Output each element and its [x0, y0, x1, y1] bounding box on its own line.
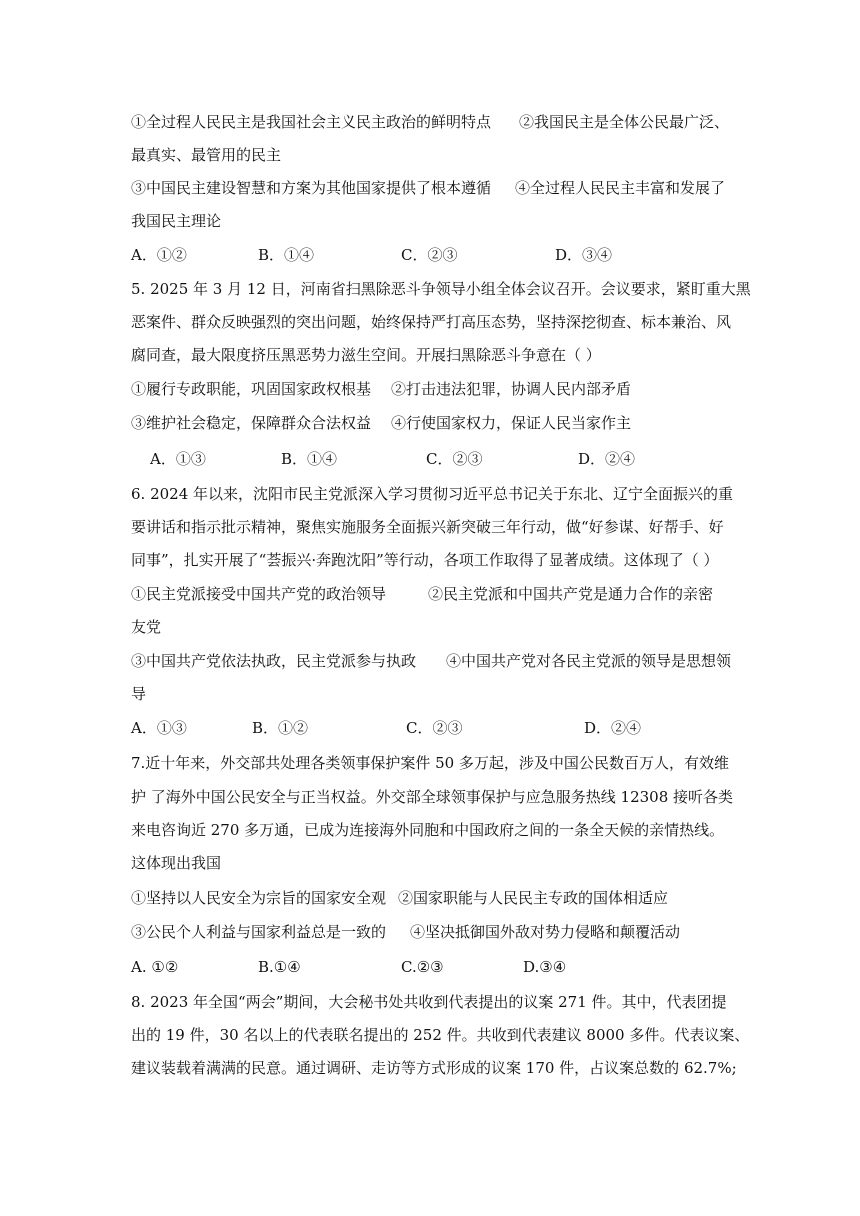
q5-option-4: ④行使国家权力，保证人民当家作主: [391, 414, 632, 432]
q7-choice-a: A. ①②: [131, 958, 179, 976]
q6-stem-line-1: 6. 2024 年以来，沈阳市民主党派深入学习贯彻习近平总书记关于东北、辽宁全面振兴的重: [131, 485, 734, 503]
q6-choice-b: B．①②: [252, 719, 309, 737]
q7-option-2: ②国家职能与人民民主专政的国体相适应: [398, 889, 669, 907]
q5-stem-line-3: 腐同查，最大限度挤压黑恶势力滋生空间。开展扫黑除恶斗争意在（ ）: [131, 346, 601, 364]
q7-choice-d: D.③④: [523, 958, 567, 976]
q4-choice-a: A．①②: [131, 246, 187, 264]
q7-stem-line-1: 7.近十年来，外交部共处理各类领事保护案件 50 多万起，涉及中国公民数百万人，有效维: [131, 754, 729, 772]
q7-stem-line-4: 这体现出我国: [131, 854, 222, 872]
q6-choice-a: A．①③: [131, 719, 187, 737]
q4-choice-c: C．②③: [401, 246, 458, 264]
q7-option-1: ①坚持以人民安全为宗旨的国家安全观: [131, 889, 387, 907]
q8-stem-line-2: 出的 19 件，30 名以上的代表联名提出的 252 件。共收到代表建议 8000 多件。代表议案、: [131, 1026, 750, 1044]
q5-choice-b: B．①④: [281, 450, 338, 468]
q6-option-1: ①民主党派接受中国共产党的政治领导: [131, 585, 387, 603]
q7-option-4: ④坚决抵御国外敌对势力侵略和颠覆活动: [410, 923, 681, 941]
q4-option-4: ④全过程人民民主丰富和发展了: [515, 179, 726, 197]
q4-option-2: ②我国民主是全体公民最广泛、: [519, 113, 730, 131]
q7-choice-b: B.①④: [258, 958, 301, 976]
q6-stem-line-2: 要讲话和指示批示精神，聚焦实施服务全面振兴新突破三年行动，做“好参谋、好帮手、好: [131, 518, 724, 536]
q5-option-3: ③维护社会稳定，保障群众合法权益: [131, 414, 372, 432]
q6-choices: [131, 718, 740, 738]
q6-stem-line-3: 同事”，扎实开展了“荟振兴·奔跑沈阳”等行动，各项工作取得了显著成绩。这体现了（ ）: [131, 551, 719, 569]
q5-choice-a: A．①③: [150, 450, 206, 468]
q4-option-4-cont: 我国民主理论: [131, 212, 222, 230]
q5-options-row-2: [131, 413, 740, 433]
q4-choice-d: D．③④: [555, 246, 613, 264]
q6-option-3: ③中国共产党依法执政，民主党派参与执政: [131, 652, 417, 670]
q7-options-row-1: [131, 888, 740, 908]
q6-option-4: ④中国共产党对各民主党派的领导是思想领: [446, 652, 732, 670]
q4-options-row-1: [131, 112, 740, 132]
q7-choices: [131, 957, 740, 977]
q5-option-2: ②打击违法犯罪，协调人民内部矛盾: [391, 380, 632, 398]
q6-choice-d: D．②④: [584, 719, 642, 737]
q4-option-3: ③中国民主建设智慧和方案为其他国家提供了根本遵循: [131, 179, 492, 197]
q5-choice-c: C．②③: [426, 450, 483, 468]
q4-options-row-2: [131, 178, 740, 198]
q5-choices: [150, 449, 740, 469]
q7-choice-c: C.②③: [401, 958, 444, 976]
q5-options-row-1: [131, 379, 740, 399]
q6-options-row-2: [131, 651, 740, 671]
q4-choice-b: B．①④: [258, 246, 315, 264]
q6-choice-c: C．②③: [406, 719, 463, 737]
q5-stem-line-2: 恶案件、群众反映强烈的突出问题，始终保持严打高压态势，坚持深挖彻查、标本兼治、风: [131, 313, 732, 331]
q5-choice-d: D．②④: [578, 450, 636, 468]
q7-stem-line-3: 来电咨询近 270 多万通，已成为连接海外同胞和中国政府之间的一条全天候的亲情热线。: [131, 821, 725, 839]
q6-options-row-1: [131, 584, 740, 604]
q5-option-1: ①履行专政职能，巩固国家政权根基: [131, 380, 372, 398]
q4-option-2-cont: 最真实、最管用的民主: [131, 146, 282, 164]
q7-options-row-2: [131, 922, 740, 942]
q6-option-4-cont: 导: [131, 685, 147, 703]
q8-stem-line-1: 8. 2023 年全国“两会”期间，大会秘书处共收到代表提出的议案 271 件。其中，代表团提: [131, 993, 727, 1011]
q4-choices: [131, 245, 740, 265]
q6-option-2-cont: 友党: [131, 618, 162, 636]
q6-option-2: ②民主党派和中国共产党是通力合作的亲密: [428, 585, 714, 603]
q5-stem-line-1: 5. 2025 年 3 月 12 日，河南省扫黑除恶斗争领导小组全体会议召开。会议要求，紧盯重大黑: [131, 280, 751, 298]
q7-option-3: ③公民个人利益与国家利益总是一致的: [131, 923, 387, 941]
q8-stem-line-3: 建议装载着满满的民意。通过调研、走访等方式形成的议案 170 件，占议案总数的 62.7%;: [131, 1059, 737, 1077]
q7-stem-line-2: 护 了海外中国公民安全与正当权益。外交部全球领事保护与应急服务热线 12308 接听各类: [131, 788, 734, 806]
q4-option-1: ①全过程人民民主是我国社会主义民主政治的鲜明特点: [131, 113, 492, 131]
